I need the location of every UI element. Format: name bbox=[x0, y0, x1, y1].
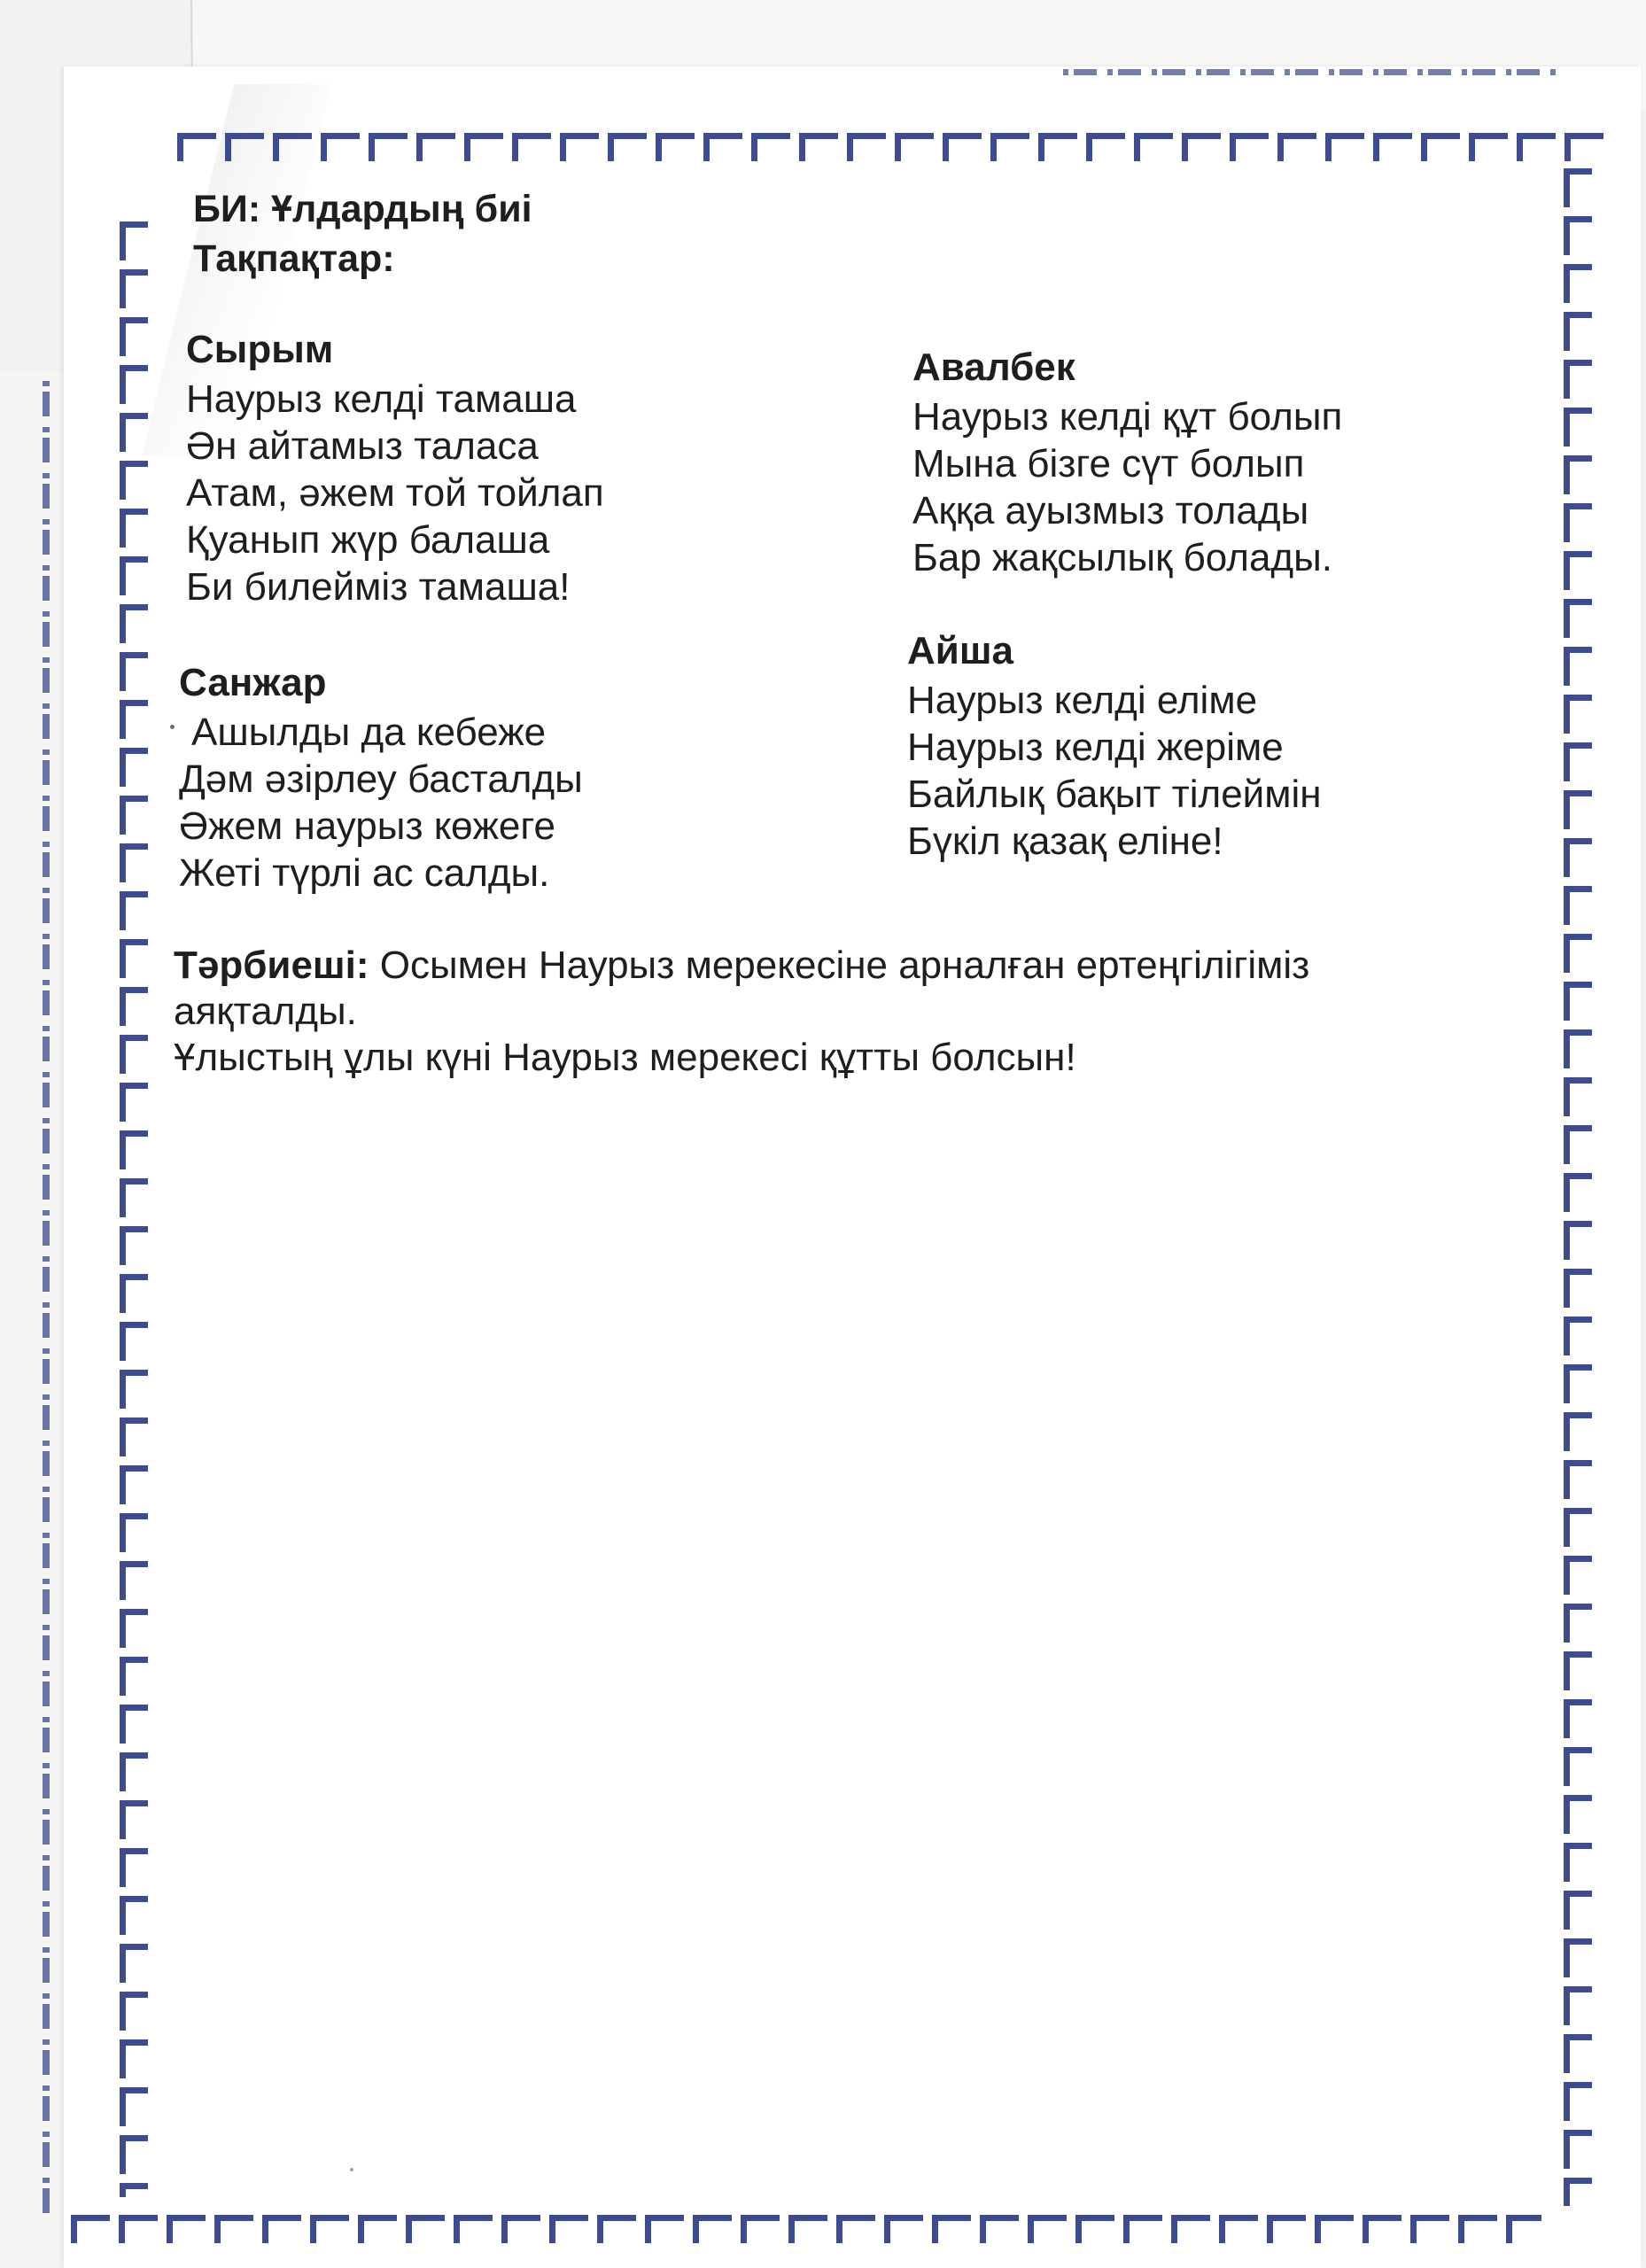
closing-remarks bbox=[174, 943, 1449, 1081]
stanza-aisha bbox=[907, 625, 1322, 865]
stanza-author: Авалбек bbox=[912, 346, 1075, 389]
page-border-left bbox=[120, 221, 148, 2197]
scan-speck bbox=[170, 725, 175, 729]
stanza-syrym bbox=[186, 324, 604, 610]
heading-poems-label: Тақпақтар: bbox=[193, 237, 395, 280]
speaker-label: Тәрбиеші: bbox=[174, 944, 369, 987]
stanza-line: Ән айтамыз таласа bbox=[186, 424, 539, 468]
stanza-line: Бүкіл қазақ еліне! bbox=[907, 819, 1223, 863]
stanza-line: Би билейміз тамаша! bbox=[186, 565, 571, 609]
stanza-line: Мына бізге сүт болып bbox=[912, 442, 1305, 485]
stanza-line: Атам, әжем той тойлап bbox=[186, 471, 604, 515]
stanza-author: Айша bbox=[907, 629, 1013, 672]
stanza-line: Наурыз келді еліме bbox=[907, 679, 1258, 722]
stanza-line: Ашылды да кебеже bbox=[191, 711, 547, 754]
stanza-line: Әжем наурыз көжеге bbox=[179, 804, 555, 848]
stanza-line: Жеті түрлі ас салды. bbox=[179, 851, 550, 895]
closing-paragraph bbox=[174, 943, 1449, 1035]
stanza-author: Санжар bbox=[179, 661, 327, 704]
page-border-top bbox=[177, 133, 1603, 161]
page-border-bottom bbox=[71, 2215, 1541, 2243]
page-border-right bbox=[1564, 168, 1592, 2206]
stanza-line: Дәм әзірлеу басталды bbox=[179, 757, 583, 801]
stanza-line: Байлық бақыт тілеймін bbox=[907, 773, 1322, 816]
closing-line-2: Ұлыстың ұлы күні Наурыз мерекесі құтты болсын! bbox=[174, 1036, 1076, 1079]
stanza-line: Наурыз келді тамаша bbox=[186, 377, 577, 421]
document-heading bbox=[193, 184, 532, 284]
stanza-line: Қуанып жүр балаша bbox=[186, 518, 550, 562]
underlying-sheet-top-border bbox=[1063, 69, 1559, 96]
stanza-avalbek bbox=[912, 342, 1342, 581]
stanza-line: Наурыз келді жеріме bbox=[907, 726, 1284, 769]
stanza-line: Аққа ауызмыз толады bbox=[912, 489, 1309, 532]
scan-speck bbox=[350, 2168, 353, 2171]
stanza-line: Наурыз келді құт болып bbox=[912, 395, 1343, 439]
stanza-sanzhar bbox=[179, 657, 583, 897]
stanza-author: Сырым bbox=[186, 328, 334, 371]
closing-line-1: Осымен Наурыз мерекесіне арналған ертеңгілігіміз аяқталды. bbox=[174, 944, 1310, 1033]
heading-dance-title: БИ: Ұлдардың биі bbox=[193, 188, 532, 230]
stanza-line: Бар жақсылық болады. bbox=[912, 536, 1332, 579]
